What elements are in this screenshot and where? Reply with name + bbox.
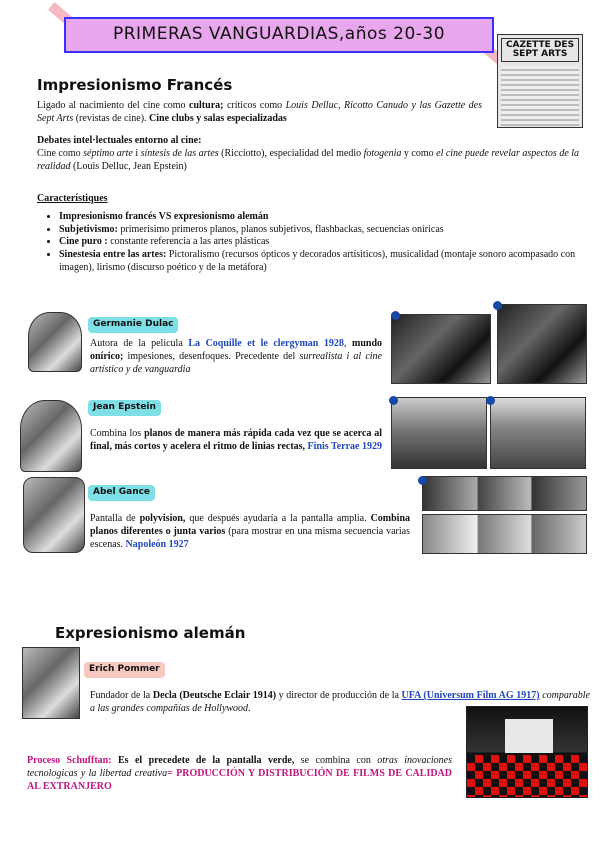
epstein-description: Combina los planos de manera más rápida cada vez que se acerca al final, más cortos y acelera el ritmo de linias rectas, Finis Terrae 1929 <box>90 428 382 452</box>
caracteristicas-title: Característiques <box>37 193 108 204</box>
gazette-magazine-image <box>497 34 583 128</box>
list-item: • Sinestesia entre las artes: Pictoralismo (recursos ópticos y decorados artísiticos), musicalidad (montaje sonoro acompasado con imagen), lirismo (discurso poético y de la metáfora) <box>59 249 587 275</box>
dulac-description: Autora de la pelicula La Coquille et le clergyman 1928, mundo onírico; impesiones, desenfoques. Precedente del surrealista i al cine artístico y de vanguardia <box>90 338 383 375</box>
magazine-text-lines <box>501 66 579 126</box>
debates-title: Debates intel·lectuales entorno al cine: <box>37 135 202 146</box>
polyvision-image <box>422 514 587 554</box>
page-title-text: PRIMERAS VANGUARDIAS,años 20-30 <box>112 24 446 45</box>
magazine-label: CAZETTE DES SEPT ARTS <box>501 38 579 62</box>
page-title <box>64 17 494 53</box>
caracteristicas-block <box>37 193 587 275</box>
film-still-image <box>497 304 587 384</box>
polyvision-image <box>422 476 587 511</box>
list-item: • Cine puro : constante referencia a las artes plásticas <box>59 236 587 249</box>
bullet-dot-icon <box>493 301 502 310</box>
portrait-abel-gance <box>23 477 85 553</box>
bullet-dot-icon <box>486 396 495 405</box>
projection-screen <box>505 719 553 753</box>
section-heading-impresionismo: Impresionismo Francés <box>37 76 233 94</box>
gance-description: Pantalla de polyvision, que después ayudaría a la pantalla amplia. Combina planos diferentes o junta varios (para mostrar en una misma secuencia varias escenas. Napoleón 1927 <box>90 513 411 550</box>
bullet-dot-icon <box>389 396 398 405</box>
section-heading-expresionismo: Expresionismo alemán <box>55 624 246 642</box>
debates-block: Debates intel·lectuales entorno al cine: Cine como séptimo arte i síntesis de las artes (Ricciotto), especialidad del medio fotogenia y como el cine puede revelar aspectos de la realidad (Louis Delluc, Jean Epstein) <box>37 135 580 172</box>
portrait-germanie-dulac <box>28 312 82 372</box>
list-item: • Subjetivismo: primerísimo primeros planos, planos subjetivos, flashbackas, secuencias oníricas <box>59 224 587 237</box>
bullet-dot-icon <box>418 476 427 485</box>
director-tag: Abel Gance <box>88 485 155 501</box>
director-tag: Erich Pommer <box>84 662 165 678</box>
film-still-image <box>391 314 491 384</box>
impresionismo-intro: Ligado al nacimiento del cine como cultura; críticos como Louis Delluc, Ricotto Canudo y las Gazette des Sept Arts (revistas de cine). Cine clubs y salas especializadas <box>37 100 483 124</box>
film-still-image <box>391 397 487 469</box>
portrait-jean-epstein <box>20 400 82 472</box>
pommer-description: Fundador de la Decla (Deutsche Eclair 1914) y director de producción de la UFA (Universum Film AG 1917) comparable a las grandes compañías de Hollywood. <box>90 690 590 714</box>
list-item: • Impresionismo francés VS expresionismo alemán <box>59 211 587 224</box>
portrait-erich-pommer <box>22 647 80 719</box>
schufftan-description: Proceso Schufftan: Es el precedete de la pantalla verde, se combina con otras inovaciones tecnologicas y la libertad creativa= PRODUCCIÓN Y DISTRIBUCIÓN DE FILMS DE CALIDAD AL EXTRANJERO <box>27 755 452 792</box>
bullet-dot-icon <box>391 311 400 320</box>
director-tag: Jean Epstein <box>88 400 161 416</box>
director-tag: Germanie Dulac <box>88 317 178 333</box>
checkerboard-floor <box>467 755 588 798</box>
film-still-image <box>490 397 586 469</box>
schufftan-process-image <box>466 706 588 798</box>
